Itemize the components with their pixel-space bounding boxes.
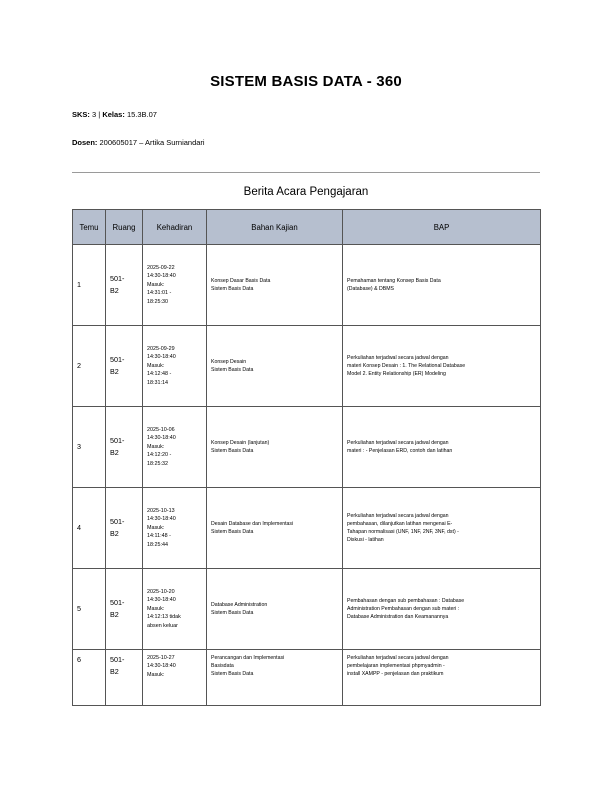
cell-bahan-kajian	[207, 245, 343, 326]
cell-ruang-line: B2	[110, 367, 119, 376]
cell-kehadiran-line: 14:30-18:40	[147, 273, 176, 280]
cell-bahan-kajian-line: Sistem Basis Data	[211, 367, 254, 373]
cell-bahan-kajian	[207, 488, 343, 569]
cell-bap-line: Perkuliahan terjadwal secara jadwal dengan	[347, 512, 449, 519]
cell-ruang-line: 501-	[110, 436, 125, 446]
table-header-row	[73, 210, 541, 245]
cell-bahan-kajian-line: Konsep Desain	[211, 358, 247, 365]
sks-value: 3	[92, 110, 97, 119]
table-row	[73, 569, 541, 650]
header-bap: BAP	[343, 210, 541, 245]
table-row	[73, 650, 541, 706]
cell-ruang-line: B2	[110, 286, 119, 295]
cell-bahan-kajian-line: Konsep Dasar Basis Data	[211, 277, 271, 284]
section-title: Berita Acara Pengajaran	[243, 186, 369, 198]
cell-ruang-line: 501-	[110, 274, 125, 284]
cell-bap-line: (Database) & DBMS	[347, 286, 394, 292]
cell-ruang-line: 501-	[110, 517, 125, 527]
cell-kehadiran	[143, 650, 207, 706]
cell-ruang-line: 501-	[110, 598, 125, 608]
header-ruang: Ruang	[106, 210, 143, 245]
cell-ruang-line: 501-	[110, 655, 125, 664]
cell-temu: 6	[73, 650, 106, 706]
cell-kehadiran-line: 2025-10-06	[147, 427, 175, 434]
cell-bap-line: pembahasan, dilanjutkan latihan mengenai E-	[347, 520, 453, 527]
cell-bahan-kajian-line: Database Administration	[211, 601, 268, 608]
cell-kehadiran	[143, 245, 207, 326]
cell-kehadiran-line: 14:31:01 -	[147, 290, 172, 297]
cell-bap-line: Administration Pembahasan dengan sub materi :	[347, 605, 460, 612]
cell-bahan-kajian-line: Perancangan dan Implementasi	[211, 655, 285, 661]
cell-bap-line: Perkuliahan terjadwal secara jadwal dengan	[347, 439, 449, 446]
dosen-value: 200605017 – Artika Surniandari	[99, 138, 205, 147]
dosen-label: Dosen:	[72, 138, 98, 147]
cell-kehadiran-line: 18:31:14	[147, 379, 168, 386]
cell-temu: 1	[73, 245, 106, 326]
cell-bap	[343, 650, 541, 706]
cell-ruang	[106, 326, 143, 407]
cell-bap	[343, 407, 541, 488]
cell-bahan-kajian	[207, 650, 343, 706]
cell-ruang	[106, 650, 143, 706]
cell-ruang-line: B2	[110, 610, 119, 619]
cell-bahan-kajian-line: Sistem Basis Data	[211, 610, 254, 616]
cell-kehadiran	[143, 569, 207, 650]
header-kehadiran: Kehadiran	[143, 210, 207, 245]
header-bahan-kajian: Bahan Kajian	[207, 210, 343, 245]
cell-kehadiran-line: 14:30-18:40	[147, 597, 176, 604]
cell-bap	[343, 569, 541, 650]
cell-bap-line: Model 2. Entity Relationship (ER) Modeling	[347, 371, 446, 378]
cell-bap-line: Perkuliahan terjadwal secara jadwal dengan	[347, 655, 449, 661]
cell-kehadiran-line: Masuk:	[147, 524, 165, 531]
cell-bap	[343, 245, 541, 326]
table-row	[73, 488, 541, 569]
divider	[72, 172, 540, 173]
separator: |	[98, 110, 101, 119]
cell-bap-line: Tahapan normalisasi (UNF, 1NF, 2NF, 3NF, dst) -	[347, 529, 459, 535]
cell-bap-line: install XAMPP - penjelasan dan praktikum	[347, 671, 444, 678]
cell-bahan-kajian-line: Sistem Basis Data	[211, 286, 254, 292]
cell-bahan-kajian-line: Desain Database dan Implementasi	[211, 520, 294, 527]
cell-kehadiran-line: Masuk:	[147, 605, 165, 612]
cell-kehadiran-line: 2025-09-22	[147, 265, 175, 272]
cell-kehadiran-line: 14:30-18:40	[147, 516, 176, 523]
cell-kehadiran-line: Masuk:	[147, 281, 165, 288]
header-temu: Temu	[73, 210, 106, 245]
cell-kehadiran	[143, 326, 207, 407]
cell-ruang	[106, 569, 143, 650]
cell-bahan-kajian-line: Sistem Basis Data	[211, 529, 254, 535]
cell-kehadiran-line: 18:25:44	[147, 541, 168, 548]
cell-bahan-kajian-line: Sistem Basis Data	[211, 671, 254, 678]
cell-kehadiran-line: 2025-09-29	[147, 346, 175, 353]
cell-ruang-line: B2	[110, 666, 119, 676]
cell-kehadiran-line: Masuk:	[147, 671, 165, 678]
cell-ruang-line: 501-	[110, 355, 125, 365]
cell-temu: 4	[73, 488, 106, 569]
lecturer-info	[72, 138, 205, 147]
cell-kehadiran-line: 18:25:30	[147, 298, 168, 305]
cell-kehadiran-line: 14:12:20 -	[147, 452, 172, 459]
table-row	[73, 326, 541, 407]
cell-kehadiran-line: Masuk:	[147, 362, 165, 369]
cell-kehadiran-line: 2025-10-20	[147, 589, 175, 596]
cell-temu: 2	[73, 326, 106, 407]
cell-bap-line: Pembahasan dengan sub pembahasan : Database	[347, 597, 465, 604]
cell-bap-line: Diskusi - latihan	[347, 537, 384, 544]
sks-label: SKS:	[72, 110, 90, 119]
kelas-label: Kelas:	[102, 110, 125, 119]
cell-bahan-kajian	[207, 326, 343, 407]
cell-kehadiran-line: 2025-10-13	[147, 508, 175, 515]
cell-bap-line: materi Konsep Desain : 1. The Relational Database	[347, 362, 466, 369]
cell-bahan-kajian	[207, 407, 343, 488]
teaching-report-table	[72, 209, 541, 706]
cell-kehadiran-line: Masuk:	[147, 443, 165, 450]
cell-temu: 5	[73, 569, 106, 650]
cell-ruang	[106, 407, 143, 488]
cell-kehadiran-line: 14:30-18:40	[147, 354, 176, 361]
cell-bap-line: Pemahaman tentang Konsep Basis Data	[347, 277, 441, 284]
cell-ruang	[106, 245, 143, 326]
cell-kehadiran-line: 14:30-18:40	[147, 663, 176, 670]
cell-ruang-line: B2	[110, 529, 119, 538]
document-title: SISTEM BASIS DATA - 360	[210, 73, 402, 90]
cell-kehadiran-line: absen keluar	[147, 622, 178, 629]
kelas-value: 15.3B.07	[126, 110, 157, 119]
cell-bap-line: materi : - Penjelasan ERD, contoh dan latihan	[347, 448, 453, 454]
cell-bahan-kajian-line: Sistem Basis Data	[211, 448, 254, 454]
cell-kehadiran-line: 2025-10-27	[147, 655, 175, 661]
cell-temu: 3	[73, 407, 106, 488]
cell-bap	[343, 326, 541, 407]
course-info	[72, 110, 157, 119]
table-row	[73, 407, 541, 488]
cell-kehadiran-line: 18:25:32	[147, 460, 168, 467]
cell-bap-line: Database Administration dan Keamanannya	[347, 614, 449, 621]
cell-ruang-line: B2	[110, 448, 119, 457]
table-row	[73, 245, 541, 326]
cell-bap	[343, 488, 541, 569]
cell-kehadiran-line: 14:30-18:40	[147, 435, 176, 442]
cell-bahan-kajian-line: Konsep Desain (lanjutan)	[211, 439, 270, 446]
cell-kehadiran	[143, 488, 207, 569]
cell-bap-line: pembelajaran implementasi phpmyadmin -	[347, 663, 445, 670]
cell-kehadiran-line: 14:12:13 tidak	[147, 614, 181, 621]
cell-ruang	[106, 488, 143, 569]
cell-kehadiran-line: 14:12:48 -	[147, 371, 172, 378]
cell-kehadiran-line: 14:11:48 -	[147, 533, 171, 540]
cell-bahan-kajian	[207, 569, 343, 650]
cell-kehadiran	[143, 407, 207, 488]
cell-bahan-kajian-line: Basisdata	[211, 663, 234, 670]
cell-bap-line: Perkuliahan terjadwal secara jadwal dengan	[347, 354, 449, 361]
